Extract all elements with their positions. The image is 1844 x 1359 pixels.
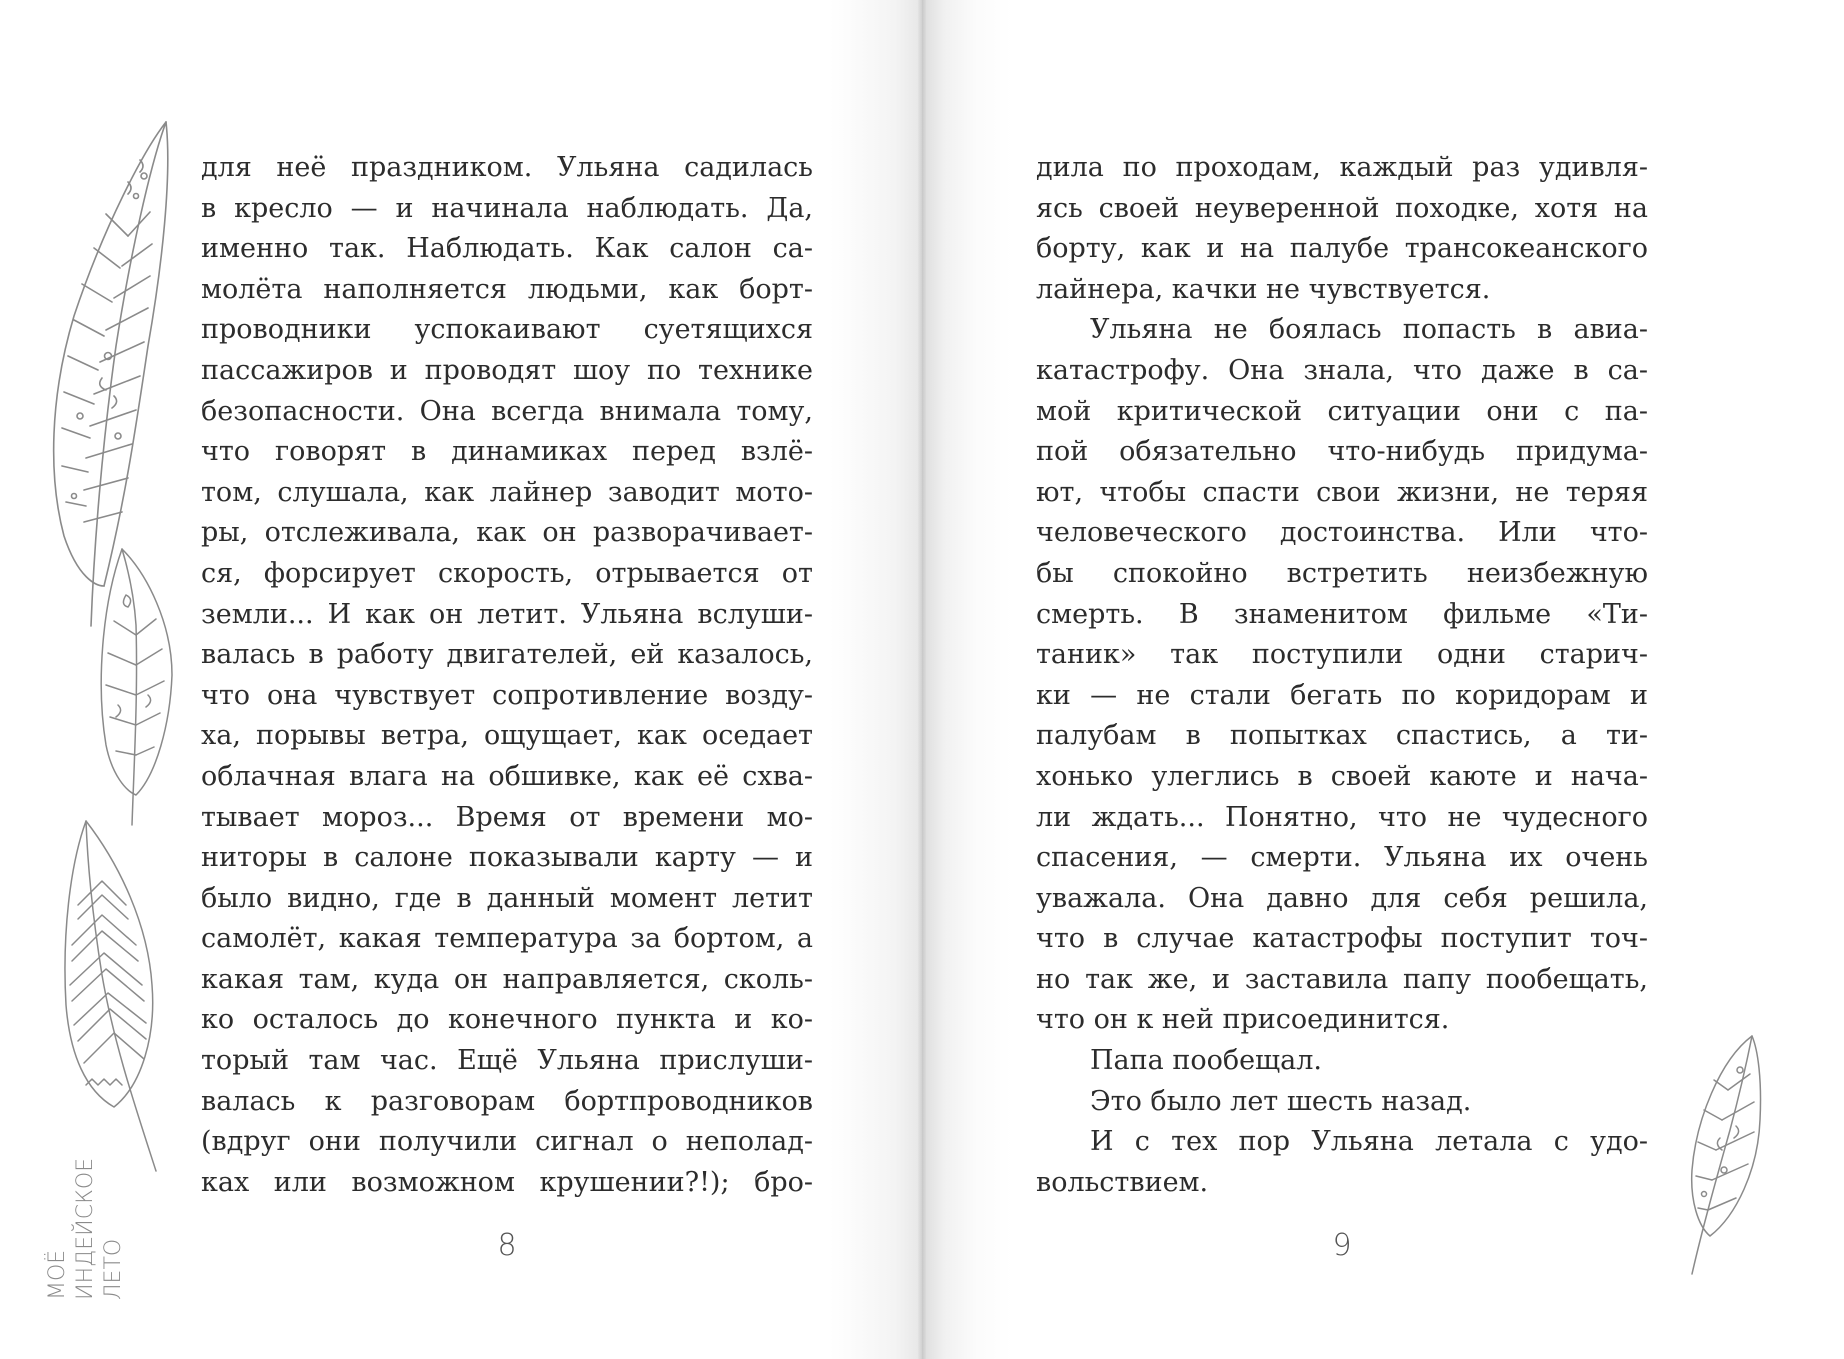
text-line: дила по проходам, каждый раз удивля-	[1036, 152, 1648, 183]
text-line: ся, форсирует скорость, отрывается от	[201, 557, 813, 589]
text-line: Папа пообещал.	[1090, 1045, 1322, 1077]
text-line: для неё праздником. Ульяна садилась	[201, 152, 813, 183]
text-line: ют, чтобы спасти свои жизни, не теряя	[1036, 476, 1648, 508]
text-line: таник» так поступили одни старич-	[1036, 639, 1648, 671]
text-line: хонько улеглись в своей каюте и нача-	[1036, 760, 1648, 792]
text-line: тывает мороз... Время от времени мо-	[201, 801, 813, 833]
text-line: ли ждать... Понятно, что не чудесного	[1036, 801, 1648, 833]
text-line: ры, отслеживала, как он разворачивает-	[201, 517, 813, 549]
series-logo	[45, 1140, 164, 1310]
text-line: земли... И как он летит. Ульяна вслуши-	[201, 598, 813, 630]
text-line: Это было лет шесть назад.	[1090, 1085, 1472, 1117]
page-number-right: 9	[1332, 1228, 1352, 1263]
svg-text:МОЁ: МОЁ	[45, 1249, 70, 1300]
text-line: в кресло — и начинала наблюдать. Да,	[201, 192, 813, 224]
right-page-text	[1036, 148, 1648, 1203]
text-line: ках или возможном крушении?!); бро-	[201, 1166, 813, 1198]
text-line: пассажиров и проводят шоу по технике	[201, 354, 813, 386]
svg-text:ЛЕТО: ЛЕТО	[101, 1238, 126, 1300]
text-line: мой критической ситуации они с па-	[1036, 395, 1648, 427]
book-gutter	[918, 0, 926, 1359]
text-line: катастрофу. Она знала, что даже в са-	[1036, 354, 1648, 386]
text-line: лайнера, качки не чувствуется.	[1036, 273, 1491, 305]
text-line: безопасности. Она всегда внимала тому,	[201, 395, 813, 427]
feather-illustration-icon	[56, 815, 164, 1175]
text-line: что он к ней присоединится.	[1036, 1004, 1450, 1036]
text-line: но так же, и заставила папу пообещать,	[1036, 963, 1648, 995]
text-line: И с тех пор Ульяна летала с удо-	[1090, 1126, 1648, 1158]
text-line: смерть. В знаменитом фильме «Ти-	[1036, 598, 1648, 630]
text-line: борту, как и на палубе трансокеанского	[1036, 233, 1648, 265]
text-line: облачная влага на обшивке, как её схва-	[201, 760, 813, 792]
text-line: ясь своей неуверенной походке, хотя на	[1036, 192, 1648, 224]
text-line: человеческого достоинства. Или что-	[1036, 517, 1648, 549]
text-line: было видно, где в данный момент летит	[201, 882, 813, 914]
text-line: именно так. Наблюдать. Как салон са-	[201, 233, 813, 265]
text-line: валась к разговорам бортпроводников	[201, 1085, 813, 1117]
text-line: (вдруг они получили сигнал о неполад-	[201, 1126, 813, 1158]
text-line: ки — не стали бегать по коридорам и	[1036, 679, 1648, 711]
text-line: палубам в попытках спастись, а ти-	[1036, 720, 1648, 752]
text-line: проводники успокаивают суетящихся	[201, 314, 813, 346]
text-line: что говорят в динамиках перед взлё-	[201, 436, 813, 468]
text-line: бы спокойно встретить неизбежную	[1036, 557, 1648, 589]
svg-text:ИНДЕЙСКОЕ: ИНДЕЙСКОЕ	[73, 1157, 98, 1300]
text-line: ниторы в салоне показывали карту — и	[201, 842, 813, 874]
text-line: торый там час. Ещё Ульяна прислуши-	[201, 1045, 813, 1077]
text-line: что в случае катастрофы поступит точ-	[1036, 923, 1648, 955]
text-line: вольствием.	[1036, 1166, 1209, 1198]
text-line: Ульяна не боялась попасть в авиа-	[1090, 314, 1648, 346]
text-line: молёта наполняется людьми, как борт-	[201, 273, 813, 305]
text-line: спасения, — смерти. Ульяна их очень	[1036, 842, 1648, 874]
text-line: ха, порывы ветра, ощущает, как оседает	[201, 720, 813, 752]
text-line: какая там, куда он направляется, сколь-	[201, 963, 813, 995]
feather-illustration-icon	[96, 545, 178, 827]
text-line: том, слушала, как лайнер заводит мото-	[201, 476, 813, 508]
page-number-left: 8	[497, 1228, 517, 1263]
left-page-text	[201, 148, 813, 1203]
text-line: ко осталось до конечного пункта и ко-	[201, 1004, 813, 1036]
text-line: уважала. Она давно для себя решила,	[1036, 882, 1648, 914]
text-line: что она чувствует сопротивление возду-	[201, 679, 813, 711]
feather-illustration-icon	[1680, 1030, 1764, 1278]
text-line: самолёт, какая температура за бортом, а	[201, 923, 813, 955]
text-line: валась в работу двигателей, ей казалось,	[201, 639, 813, 671]
text-line: пой обязательно что-нибудь придума-	[1036, 436, 1648, 468]
